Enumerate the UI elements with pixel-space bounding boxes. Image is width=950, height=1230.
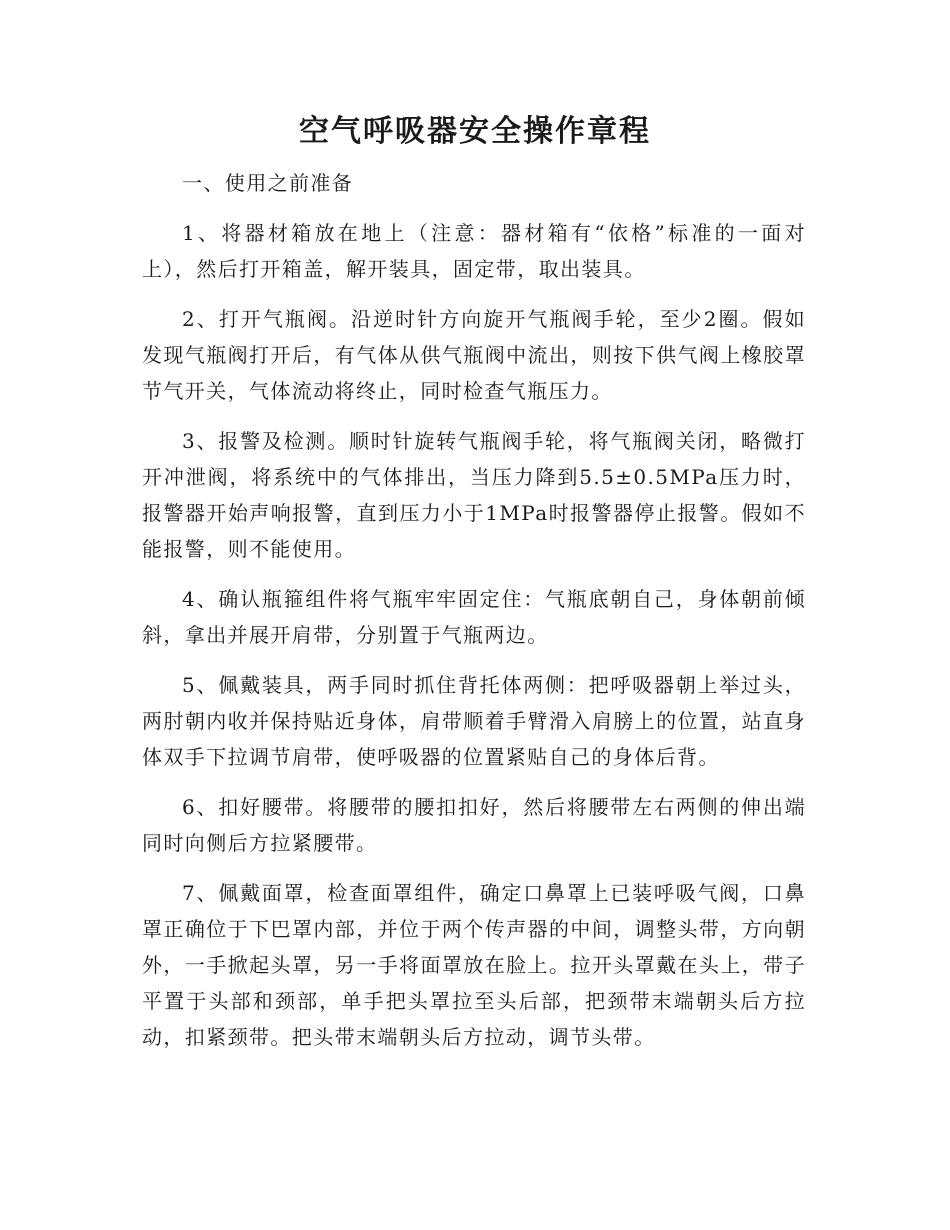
section-heading: 一、使用之前准备 xyxy=(182,171,354,195)
paragraph-6: 6、扣好腰带。将腰带的腰扣扣好，然后将腰带左右两侧的伸出端同时向侧后方拉紧腰带。 xyxy=(142,795,806,855)
paragraph-4: 4、确认瓶箍组件将气瓶牢牢固定住：气瓶底朝自己，身体朝前倾斜，拿出并展开肩带，分别置于气瓶两边。 xyxy=(142,587,806,647)
paragraph-1: 1、将器材箱放在地上（注意：器材箱有“依格”标准的一面对上），然后打开箱盖，解开装具，固定带，取出装具。 xyxy=(142,221,806,281)
paragraph-7: 7、佩戴面罩，检查面罩组件，确定口鼻罩上已装呼吸气阀，口鼻罩正确位于下巴罩内部，并位于两个传声器的中间，调整头带，方向朝外，一手掀起头罩，另一手将面罩放在脸上。拉开头罩戴在头上，带子平置于头部和颈部，单手把头罩拉至头后部，把颈带末端朝头后方拉动，扣紧颈带。把头带末端朝头后方拉动，调节头带。 xyxy=(142,881,806,1049)
paragraph-3: 3、报警及检测。顺时针旋转气瓶阀手轮，将气瓶阀关闭，略微打开冲泄阀，将系统中的气体排出，当压力降到5.5±0.5MPa压力时，报警器开始声响报警，直到压力小于1MPa时报警器停止报警。假如不能报警，则不能使用。 xyxy=(142,429,806,561)
document-body xyxy=(142,165,806,1069)
paragraph-2: 2、打开气瓶阀。沿逆时针方向旋开气瓶阀手轮，至少2圈。假如发现气瓶阀打开后，有气体从供气瓶阀中流出，则按下供气阀上橡胶罩节气开关，气体流动将终止，同时检查气瓶压力。 xyxy=(142,307,806,403)
paragraph-5: 5、佩戴装具，两手同时抓住背托体两侧：把呼吸器朝上举过头，两肘朝内收并保持贴近身体，肩带顺着手臂滑入肩膀上的位置，站直身体双手下拉调节肩带，使呼吸器的位置紧贴自己的身体后背。 xyxy=(142,673,806,769)
document-title: 空气呼吸器安全操作章程 xyxy=(299,114,651,149)
